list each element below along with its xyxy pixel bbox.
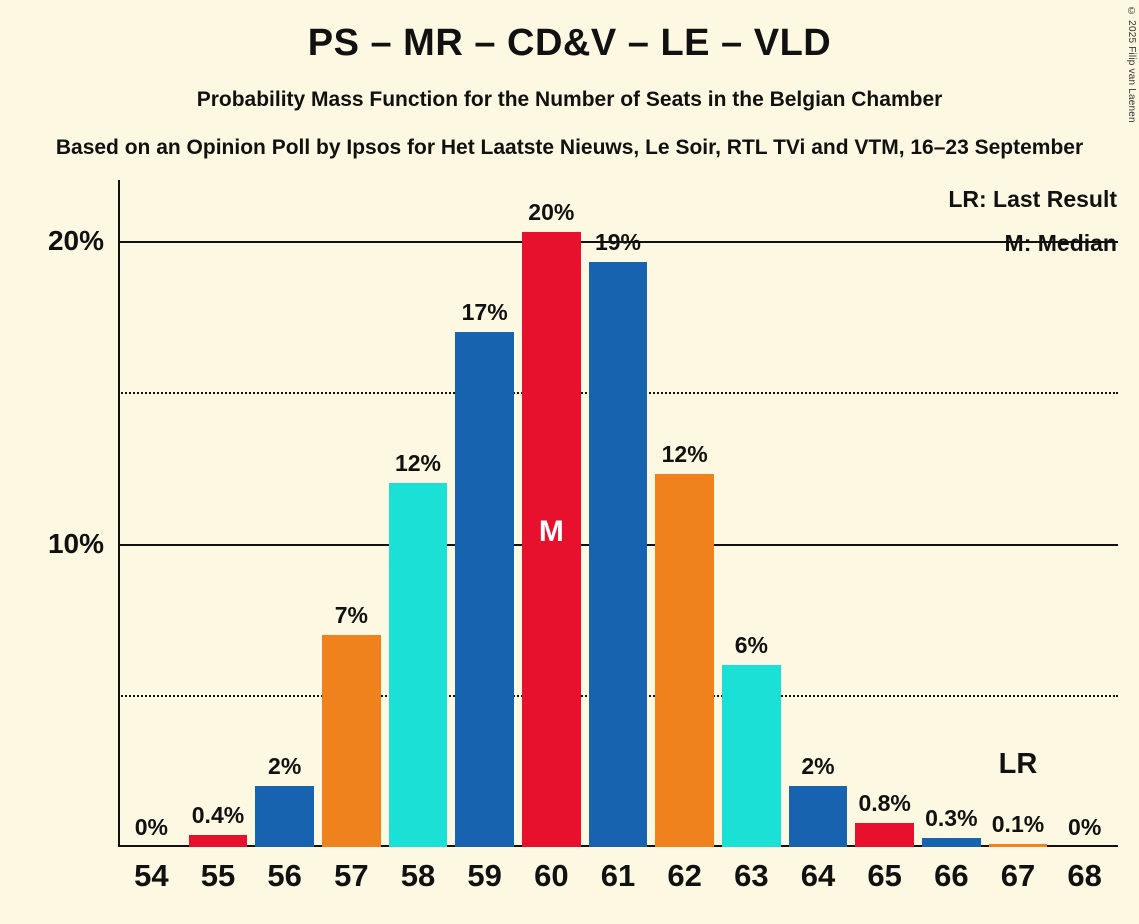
bar[interactable] (922, 838, 981, 847)
bar[interactable] (589, 262, 648, 847)
bar[interactable] (389, 483, 448, 847)
bar[interactable] (722, 665, 781, 847)
plot-area (118, 180, 1118, 847)
y-axis-tick-label: 10% (47, 527, 104, 559)
bar-value-label: 0.4% (191, 801, 245, 828)
bar-slot (918, 180, 985, 847)
page-title: PS – MR – CD&V – LE – VLD (307, 22, 832, 64)
bar-slot (785, 180, 852, 847)
bar-value-label: 2% (268, 753, 302, 780)
x-axis-tick-label: 59 (467, 858, 502, 893)
bar-value-label: 0.8% (858, 789, 911, 816)
lr-marker-label: LR (998, 748, 1038, 780)
x-axis-tick-label: 57 (334, 858, 369, 893)
x-axis-tick-label: 54 (134, 858, 169, 893)
bar-value-label: 12% (661, 441, 708, 468)
bar[interactable] (989, 844, 1048, 847)
bar-value-label: 17% (461, 298, 508, 325)
bar-slot (185, 180, 252, 847)
bar-value-label: 0% (1068, 814, 1102, 840)
bar[interactable] (522, 232, 581, 847)
x-axis-tick-label: 63 (734, 858, 769, 893)
bar-slot (851, 180, 918, 847)
bar-slot (251, 180, 318, 847)
bar-value-label: 0.3% (925, 804, 978, 831)
bar-series (118, 180, 1118, 847)
x-axis-tick-label: 55 (200, 858, 236, 893)
bar-slot (451, 180, 518, 847)
bar-slot (585, 180, 652, 847)
legend-last-result: LR: Last Result (948, 186, 1117, 212)
bar-value-label: 20% (528, 198, 575, 225)
x-axis-tick-label: 56 (267, 858, 302, 893)
x-axis-tick-label: 65 (867, 858, 902, 893)
x-axis-tick-label: 64 (800, 858, 836, 893)
x-axis-tick-label: 67 (1000, 858, 1036, 893)
copyright-notice: © 2025 Filip van Laenen (1126, 6, 1137, 123)
legend-median: M: Median (1004, 230, 1117, 256)
x-axis-tick-label: 60 (534, 858, 569, 893)
chart-subtitle: Probability Mass Function for the Number of Seats in the Belgian Chamber (196, 88, 943, 111)
bar-slot (718, 180, 785, 847)
bar-value-label: 7% (334, 601, 368, 628)
bar-slot (385, 180, 452, 847)
bar-value-label: 2% (801, 753, 835, 780)
bar[interactable] (189, 835, 248, 847)
y-axis-tick-label: 20% (47, 224, 104, 256)
bar-value-label: 0% (134, 814, 168, 840)
x-axis-tick-label: 61 (600, 858, 636, 893)
median-marker: M (538, 514, 564, 548)
bar[interactable] (789, 786, 848, 847)
chart-source-line: Based on an Opinion Poll by Ipsos for Het Laatste Nieuws, Le Soir, RTL TVi and VTM, 16–23 September (55, 136, 1084, 159)
bar[interactable] (855, 823, 914, 847)
x-axis-tick-label: 68 (1067, 858, 1102, 893)
bar-slot (985, 180, 1052, 847)
bar[interactable] (255, 786, 314, 847)
bar-value-label: 19% (594, 228, 641, 255)
x-axis-tick-label: 58 (400, 858, 436, 893)
bar-slot (318, 180, 385, 847)
bar-slot (518, 180, 585, 847)
bar-slot (1051, 180, 1118, 847)
bar-value-label: 12% (394, 450, 441, 477)
x-axis-tick-label: 62 (667, 858, 702, 893)
bar[interactable] (655, 474, 714, 847)
bar[interactable] (455, 332, 514, 847)
bar-value-label: 0.1% (991, 810, 1045, 837)
bar[interactable] (322, 635, 381, 847)
bar-slot (651, 180, 718, 847)
bar-value-label: 6% (734, 632, 768, 659)
x-axis-tick-label: 66 (934, 858, 969, 893)
bar-slot (118, 180, 185, 847)
